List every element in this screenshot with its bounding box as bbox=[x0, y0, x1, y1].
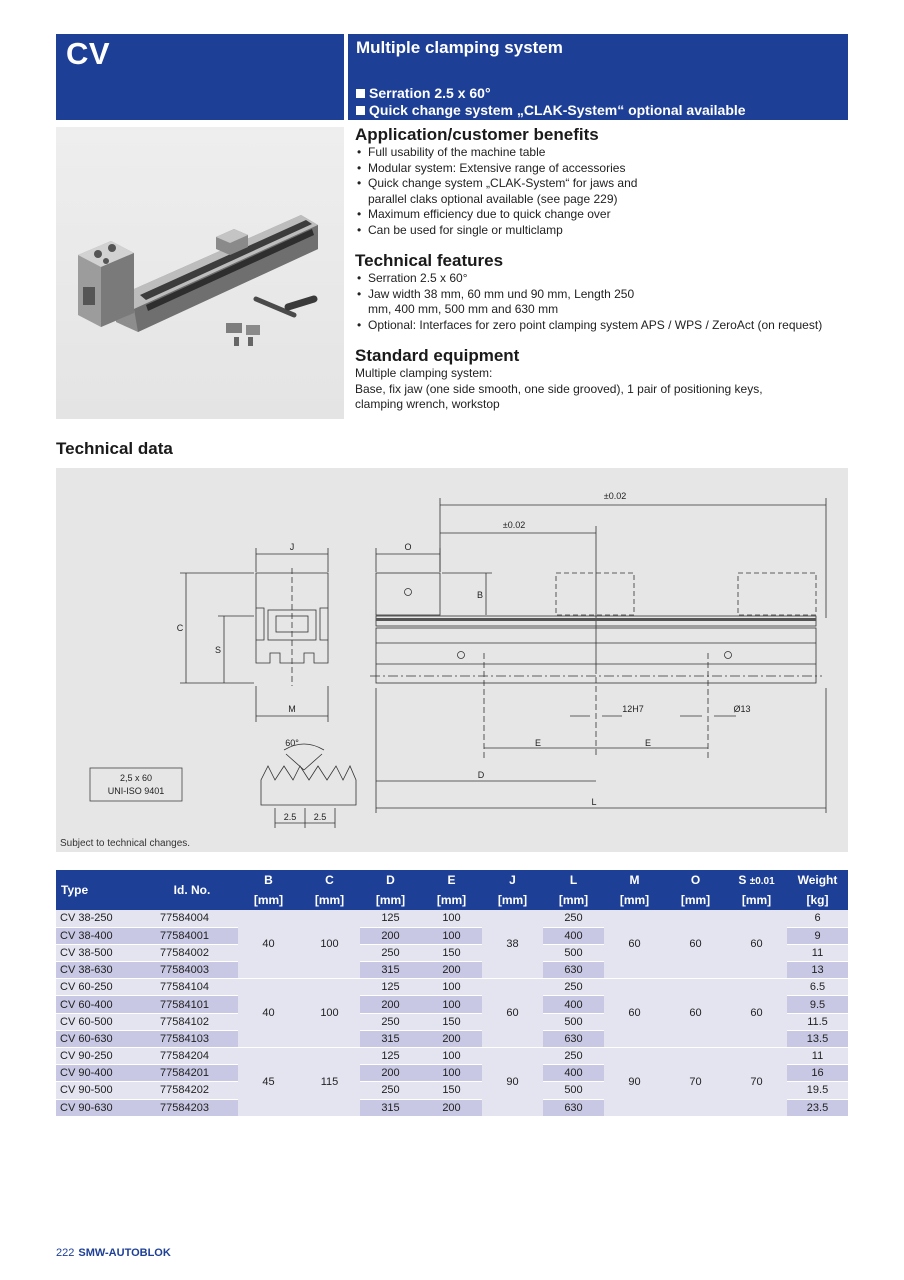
cell-e: 150 bbox=[421, 1082, 482, 1099]
table-row bbox=[56, 1048, 848, 1065]
cell-type: CV 60-250 bbox=[56, 979, 146, 996]
cell-l: 630 bbox=[543, 1030, 604, 1047]
dim-label-d: D bbox=[477, 770, 485, 780]
list-item: • Maximum efficiency due to quick change over bbox=[355, 207, 850, 223]
cell-e: 200 bbox=[421, 1099, 482, 1116]
cell-type: CV 38-630 bbox=[56, 962, 146, 979]
cell-type: CV 90-250 bbox=[56, 1048, 146, 1065]
cell-e: 150 bbox=[421, 1013, 482, 1030]
cell-weight: 6.5 bbox=[787, 979, 848, 996]
header-bullet bbox=[356, 85, 848, 102]
table-row bbox=[56, 979, 848, 996]
cell-type: CV 38-500 bbox=[56, 944, 146, 961]
cell-e: 100 bbox=[421, 1048, 482, 1065]
technical-data-table bbox=[56, 870, 848, 1117]
cell-id: 77584004 bbox=[146, 910, 238, 927]
cell-j: 60 bbox=[482, 979, 543, 1048]
cell-j: 38 bbox=[482, 910, 543, 979]
dim-label-s: S bbox=[214, 645, 222, 655]
column-header: Id. No. bbox=[146, 870, 238, 910]
table-body bbox=[56, 910, 848, 1116]
section-title-technical: Technical features bbox=[355, 251, 504, 270]
cell-l: 500 bbox=[543, 1082, 604, 1099]
dim-label-c: C bbox=[176, 623, 184, 633]
cell-weight: 11 bbox=[787, 1048, 848, 1065]
cell-d: 250 bbox=[360, 1013, 421, 1030]
unit-header: [mm] bbox=[482, 890, 543, 910]
header-banner bbox=[348, 34, 848, 120]
cell-weight: 19.5 bbox=[787, 1082, 848, 1099]
unit-header: [mm] bbox=[604, 890, 665, 910]
cell-id: 77584104 bbox=[146, 979, 238, 996]
angle-label: 60° bbox=[285, 738, 299, 748]
technical-data-title: Technical data bbox=[56, 439, 173, 458]
cell-id: 77584003 bbox=[146, 962, 238, 979]
unit-header: [kg] bbox=[787, 890, 848, 910]
list-item: • Optional: Interfaces for zero point clamping system APS / WPS / ZeroAct (on request) bbox=[355, 318, 850, 334]
cell-weight: 9 bbox=[787, 927, 848, 944]
technical-list bbox=[355, 271, 850, 333]
unit-header: [mm] bbox=[543, 890, 604, 910]
cell-c: 100 bbox=[299, 979, 360, 1048]
column-header: Weight bbox=[787, 870, 848, 890]
cell-s: 60 bbox=[726, 979, 787, 1048]
description-column bbox=[355, 124, 850, 413]
technical-drawing bbox=[56, 468, 848, 852]
table-header-row bbox=[56, 870, 848, 890]
header-bullet-text: Quick change system „CLAK-System“ optional available bbox=[369, 102, 746, 118]
cell-m: 60 bbox=[604, 979, 665, 1048]
square-bullet-icon bbox=[356, 106, 365, 115]
unit-header: [mm] bbox=[665, 890, 726, 910]
dim-label-b: B bbox=[476, 590, 484, 600]
column-header bbox=[726, 870, 787, 890]
dim-label-o: O bbox=[404, 542, 412, 552]
cell-e: 200 bbox=[421, 962, 482, 979]
column-header-label: S bbox=[738, 873, 747, 887]
cell-o: 60 bbox=[665, 979, 726, 1048]
cell-l: 630 bbox=[543, 962, 604, 979]
section-title-equipment: Standard equipment bbox=[355, 346, 520, 365]
cell-e: 100 bbox=[421, 996, 482, 1013]
cell-c: 115 bbox=[299, 1048, 360, 1117]
clamping-system-illustration bbox=[56, 127, 344, 419]
cell-l: 250 bbox=[543, 979, 604, 996]
list-item: • Modular system: Extensive range of accessories bbox=[355, 161, 850, 177]
cell-weight: 16 bbox=[787, 1065, 848, 1082]
cell-type: CV 90-630 bbox=[56, 1099, 146, 1116]
spec-line-1: 2,5 x 60 bbox=[119, 773, 153, 783]
unit-header: [mm] bbox=[726, 890, 787, 910]
cell-o: 60 bbox=[665, 910, 726, 979]
cell-id: 77584101 bbox=[146, 996, 238, 1013]
cell-weight: 11.5 bbox=[787, 1013, 848, 1030]
unit-header: [mm] bbox=[360, 890, 421, 910]
cell-type: CV 60-400 bbox=[56, 996, 146, 1013]
cell-e: 100 bbox=[421, 1065, 482, 1082]
cell-id: 77584202 bbox=[146, 1082, 238, 1099]
cell-d: 250 bbox=[360, 944, 421, 961]
cell-type: CV 60-630 bbox=[56, 1030, 146, 1047]
column-header: B bbox=[238, 870, 299, 890]
cell-type: CV 38-400 bbox=[56, 927, 146, 944]
list-item: • Full usability of the machine table bbox=[355, 145, 850, 161]
cell-e: 100 bbox=[421, 979, 482, 996]
dimension-drawing bbox=[56, 468, 848, 852]
cell-d: 250 bbox=[360, 1082, 421, 1099]
cell-l: 250 bbox=[543, 910, 604, 927]
unit-header: [mm] bbox=[421, 890, 482, 910]
dim-label-j: J bbox=[289, 542, 295, 552]
cell-l: 250 bbox=[543, 1048, 604, 1065]
column-header: M bbox=[604, 870, 665, 890]
cell-type: CV 90-400 bbox=[56, 1065, 146, 1082]
cell-e: 150 bbox=[421, 944, 482, 961]
column-header-tolerance: ±0.01 bbox=[749, 876, 775, 887]
cell-weight: 13 bbox=[787, 962, 848, 979]
cell-weight: 6 bbox=[787, 910, 848, 927]
unit-header: [mm] bbox=[299, 890, 360, 910]
cell-l: 500 bbox=[543, 944, 604, 961]
cell-e: 200 bbox=[421, 1030, 482, 1047]
list-item: • Quick change system „CLAK-System“ for jaws and parallel claks optional available (see page 229) bbox=[355, 176, 655, 207]
column-header: Type bbox=[56, 870, 146, 910]
cell-weight: 9.5 bbox=[787, 996, 848, 1013]
cell-b: 40 bbox=[238, 910, 299, 979]
cell-id: 77584102 bbox=[146, 1013, 238, 1030]
column-header: O bbox=[665, 870, 726, 890]
square-bullet-icon bbox=[356, 89, 365, 98]
cell-m: 90 bbox=[604, 1048, 665, 1117]
list-item: • Can be used for single or multiclamp bbox=[355, 223, 850, 239]
pitch-label-right: 2.5 bbox=[313, 812, 327, 822]
cell-e: 100 bbox=[421, 927, 482, 944]
pitch-label-left: 2.5 bbox=[283, 812, 297, 822]
cell-id: 77584201 bbox=[146, 1065, 238, 1082]
equipment-line: clamping wrench, workstop bbox=[355, 397, 500, 411]
cell-type: CV 60-500 bbox=[56, 1013, 146, 1030]
product-code: CV bbox=[66, 36, 111, 71]
cell-e: 100 bbox=[421, 910, 482, 927]
cell-d: 125 bbox=[360, 979, 421, 996]
cell-d: 200 bbox=[360, 996, 421, 1013]
cell-weight: 11 bbox=[787, 944, 848, 961]
cell-weight: 23.5 bbox=[787, 1099, 848, 1116]
spec-line-2: UNI-ISO 9401 bbox=[107, 786, 165, 796]
product-code-box bbox=[56, 34, 344, 120]
page-footer bbox=[56, 1247, 171, 1259]
cell-id: 77584103 bbox=[146, 1030, 238, 1047]
column-header: E bbox=[421, 870, 482, 890]
brand-name: SMW-AUTOBLOK bbox=[78, 1247, 171, 1259]
cell-id: 77584203 bbox=[146, 1099, 238, 1116]
list-item: • Jaw width 38 mm, 60 mm und 90 mm, Length 250 mm, 400 mm, 500 mm and 630 mm bbox=[355, 287, 655, 318]
cell-d: 315 bbox=[360, 962, 421, 979]
cell-d: 200 bbox=[360, 1065, 421, 1082]
cell-s: 70 bbox=[726, 1048, 787, 1117]
cell-type: CV 90-500 bbox=[56, 1082, 146, 1099]
tolerance-label-inner: ±0.02 bbox=[502, 520, 526, 530]
cell-l: 500 bbox=[543, 1013, 604, 1030]
dim-label-e-right: E bbox=[644, 738, 652, 748]
page-title: Multiple clamping system bbox=[356, 38, 563, 57]
product-photo bbox=[56, 127, 344, 419]
cell-d: 125 bbox=[360, 910, 421, 927]
cell-l: 630 bbox=[543, 1099, 604, 1116]
fit-label: 12H7 bbox=[622, 704, 644, 714]
column-header: C bbox=[299, 870, 360, 890]
tolerance-label-outer: ±0.02 bbox=[603, 491, 627, 501]
table-row bbox=[56, 910, 848, 927]
column-header: L bbox=[543, 870, 604, 890]
column-header: J bbox=[482, 870, 543, 890]
dim-label-e-left: E bbox=[534, 738, 542, 748]
dim-label-m: M bbox=[288, 704, 296, 714]
unit-header: [mm] bbox=[238, 890, 299, 910]
dim-label-l: L bbox=[591, 797, 597, 807]
header-bullet bbox=[356, 102, 848, 119]
page-number: 222 bbox=[56, 1247, 75, 1259]
section-title-application: Application/customer benefits bbox=[355, 125, 599, 144]
cell-j: 90 bbox=[482, 1048, 543, 1117]
technical-changes-note: Subject to technical changes. bbox=[60, 838, 191, 849]
equipment-line: Base, fix jaw (one side smooth, one side grooved), 1 pair of positioning keys, bbox=[355, 381, 763, 396]
equipment-line: Multiple clamping system: bbox=[355, 366, 493, 380]
cell-s: 60 bbox=[726, 910, 787, 979]
list-item: • Serration 2.5 x 60° bbox=[355, 271, 850, 287]
cell-m: 60 bbox=[604, 910, 665, 979]
application-list bbox=[355, 145, 850, 238]
column-header: D bbox=[360, 870, 421, 890]
cell-l: 400 bbox=[543, 1065, 604, 1082]
header-bullets bbox=[356, 85, 848, 119]
cell-id: 77584204 bbox=[146, 1048, 238, 1065]
cell-d: 315 bbox=[360, 1030, 421, 1047]
cell-id: 77584001 bbox=[146, 927, 238, 944]
cell-l: 400 bbox=[543, 927, 604, 944]
cell-d: 315 bbox=[360, 1099, 421, 1116]
cell-d: 125 bbox=[360, 1048, 421, 1065]
header-bullet-text: Serration 2.5 x 60° bbox=[369, 85, 491, 101]
cell-c: 100 bbox=[299, 910, 360, 979]
cell-weight: 13.5 bbox=[787, 1030, 848, 1047]
cell-l: 400 bbox=[543, 996, 604, 1013]
cell-o: 70 bbox=[665, 1048, 726, 1117]
diameter-label: Ø13 bbox=[733, 704, 751, 714]
cell-b: 40 bbox=[238, 979, 299, 1048]
cell-id: 77584002 bbox=[146, 944, 238, 961]
cell-b: 45 bbox=[238, 1048, 299, 1117]
cell-type: CV 38-250 bbox=[56, 910, 146, 927]
cell-d: 200 bbox=[360, 927, 421, 944]
